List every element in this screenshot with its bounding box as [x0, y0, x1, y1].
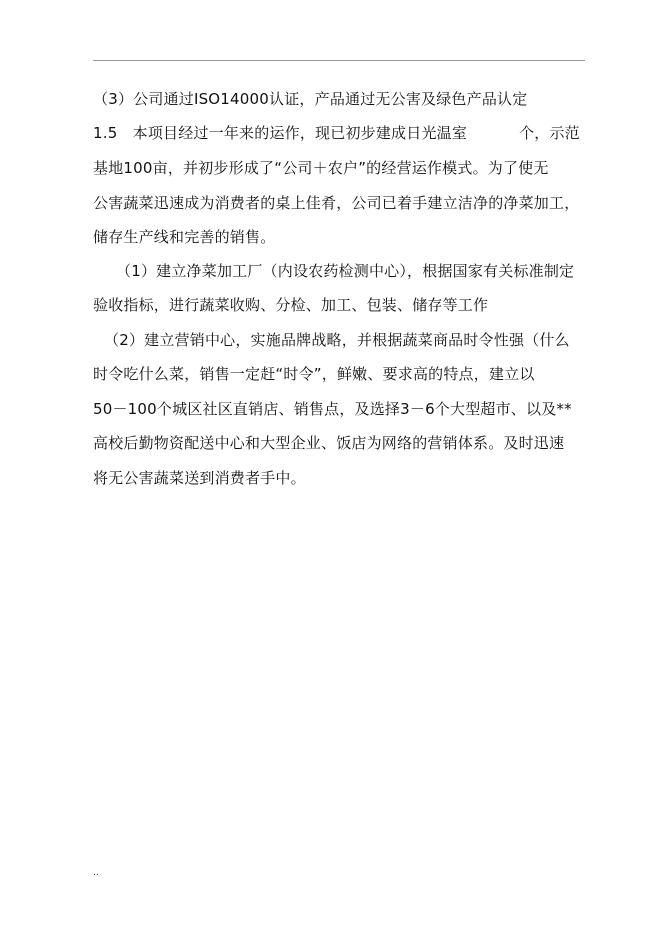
footer-mark: .. [93, 868, 99, 878]
paragraph-line [93, 121, 580, 145]
paragraph-line: 验收指标，进行蔬菜收购、分检、加工、包装、储存等工作 [93, 296, 489, 314]
paragraph-line: （3）公司通过ISO14000认证，产品通过无公害及绿色产品认定 [93, 90, 528, 108]
paragraph-line: 高校后勤物资配送中心和大型企业、饭店为网络的营销体系。及时迅速 [93, 434, 565, 452]
paragraph-line: 基地100亩，并初步形成了“公司＋农户”的经营运作模式。为了使无 [93, 159, 549, 177]
paragraph-line: 50－100个城区社区直销店、销售点，及选择3－6个大型超市、以及** [93, 400, 572, 418]
paragraph-line: （1）建立净菜加工厂（内设农药检测中心），根据国家有关标准制定 [116, 262, 575, 280]
paragraph-line: 时令吃什么菜，销售一定赶“时令”，鲜嫩、要求高的特点，建立以 [93, 365, 535, 383]
line-text: 个，示范 [519, 124, 580, 142]
line-text: 1.5 本项目经过一年来的运作，现已初步建成日光温室 [93, 124, 468, 142]
paragraph-line: （2）建立营销中心，实施品牌战略，并根据蔬菜商品时令性强（什么 [104, 331, 570, 349]
paragraph-line: 公害蔬菜迅速成为消费者的桌上佳肴，公司已着手建立洁净的净菜加工， [93, 194, 580, 212]
paragraph-line: 储存生产线和完善的销售。 [93, 228, 276, 246]
paragraph-line: 将无公害蔬菜送到消费者手中。 [93, 469, 306, 487]
header-divider [93, 60, 585, 61]
